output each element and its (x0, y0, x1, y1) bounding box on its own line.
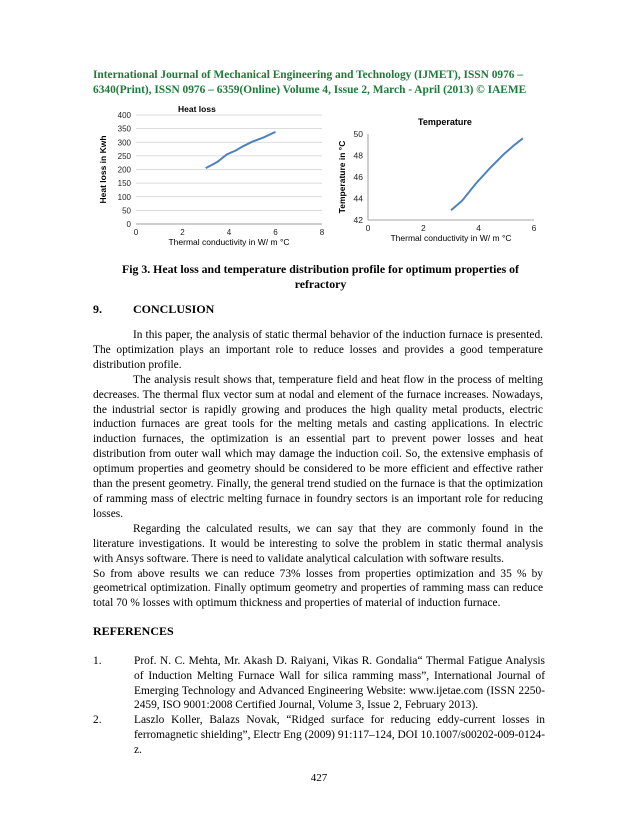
chart-title: Heat loss (178, 104, 216, 114)
series-line (451, 138, 523, 210)
x-tick-label: 4 (226, 228, 232, 237)
y-axis-label: Temperature in °C (337, 140, 347, 214)
conclusion-body (93, 328, 543, 611)
y-tick-label: 0 (126, 220, 131, 229)
reference-item (93, 713, 545, 757)
conclusion-title: CONCLUSION (133, 302, 215, 316)
x-axis-label: Thermal conductivity in W/ m °C (390, 233, 512, 243)
y-tick-label: 150 (117, 179, 131, 189)
y-tick-label: 48 (353, 150, 363, 161)
references-list (93, 654, 545, 758)
y-tick-label: 44 (353, 193, 363, 204)
series-line (206, 132, 276, 168)
references-heading: REFERENCES (93, 624, 174, 638)
x-axis-label: Thermal conductivity in W/ m °C (168, 237, 290, 247)
x-tick-label: 0 (133, 228, 139, 237)
y-tick-label: 50 (122, 206, 131, 216)
y-tick-label: 100 (117, 192, 131, 202)
y-tick-label: 46 (353, 172, 363, 182)
y-tick-label: 400 (117, 111, 131, 120)
header-line-2: 6340(Print), ISSN 0976 – 6359(Online) Volume 4, Issue 2, March - April (2013) © IAEME (93, 84, 527, 96)
reference-text: Laszlo Koller, Balazs Novak, “Ridged surface for reducing eddy-current losses in ferromagnetic shielding”, Electr Eng (2009) 91:117–124, DOI 10.1007/s00202-009-0124-z. (134, 714, 545, 756)
x-tick-label: 2 (180, 228, 185, 237)
heat-loss-chart-svg (92, 103, 332, 251)
conclusion-paragraph-2: The analysis result shows that, temperature field and heat flow in the process of melting decreases. The thermal flux vector sum at nodal and element of the furnace increases. Nowadays, the industrial sector is rapidly growing and produces the high quality metal products, electric induction furnaces are great tools for the melting metals and casting applications. In electric induction furnaces, the optimization is an essential part to prevent power losses and heat distribution from outer wall which may damage the induction coil. So, the extensive emphasis of optimum properties and geometry should be considered to be more efficient and effective rather than the present geometry. Finally, the general trend studied on the furnace is that the optimization of ramming mass of electric melting furnace in foundry sectors is an important role for reducing losses. (93, 373, 543, 520)
journal-header (93, 68, 548, 98)
y-tick-label: 42 (353, 215, 363, 225)
y-tick-label: 200 (117, 165, 131, 175)
y-tick-label: 250 (117, 151, 131, 161)
x-tick-label: 4 (476, 223, 482, 233)
reference-text: Prof. N. C. Mehta, Mr. Akash D. Raiyani, Vikas R. Gondalia“ Thermal Fatigue Analysis of Induction Melting Furnace Wall for silica ramming mass”, International Journal of Emerging Technology and Advanced Engineering Website: www.ijetae.com (ISSN 2250-2459, ISO 9001:2008 Certified Journal, Volume 3, Issue 2, February 2013). (134, 655, 545, 712)
y-tick-label: 300 (117, 138, 131, 148)
y-axis-label: Heat loss in Kwh (98, 135, 108, 204)
temperature-chart-svg (336, 114, 546, 252)
caption-line-1: Fig 3. Heat loss and temperature distribution profile for optimum properties of (122, 262, 519, 276)
x-tick-label: 2 (420, 223, 426, 233)
caption-line-2: refractory (294, 277, 347, 291)
page-number: 427 (310, 772, 328, 784)
header-line-1: International Journal of Mechanical Engineering and Technology (IJMET), ISSN 0976 – (93, 69, 524, 81)
reference-number: 2. (93, 714, 102, 727)
x-tick-label: 6 (273, 228, 278, 237)
conclusion-paragraph-1: In this paper, the analysis of static thermal behavior of the induction furnace is presented. The optimization plays an important role to reduce losses and provides a good temperature distribution profile. (93, 329, 543, 371)
x-tick-label: 0 (365, 223, 371, 233)
temperature-chart (336, 114, 546, 252)
heat-loss-chart (92, 103, 332, 251)
x-tick-label: 6 (531, 223, 537, 233)
reference-number: 1. (93, 655, 102, 667)
figure-caption (93, 262, 548, 292)
conclusion-paragraph-4: So from above results we can reduce 73% losses from properties optimization and 35 % by geometrical optimization. Finally optimum geometry and properties of ramming mass can reduce total 70 % losses with optimum thickness and properties of material of induction furnace. (93, 567, 543, 610)
y-tick-label: 350 (117, 124, 131, 134)
reference-item (93, 654, 545, 713)
conclusion-paragraph-3: Regarding the calculated results, we can say that they are commonly found in the literature investigations. It would be interesting to solve the problem in static thermal analysis with Ansys software. There is need to validate analytical calculation with software results. (93, 522, 543, 565)
conclusion-number: 9. (93, 302, 102, 316)
conclusion-heading (93, 302, 214, 317)
chart-title: Temperature (418, 117, 472, 127)
y-tick-label: 50 (353, 129, 363, 139)
x-tick-label: 8 (319, 228, 325, 237)
